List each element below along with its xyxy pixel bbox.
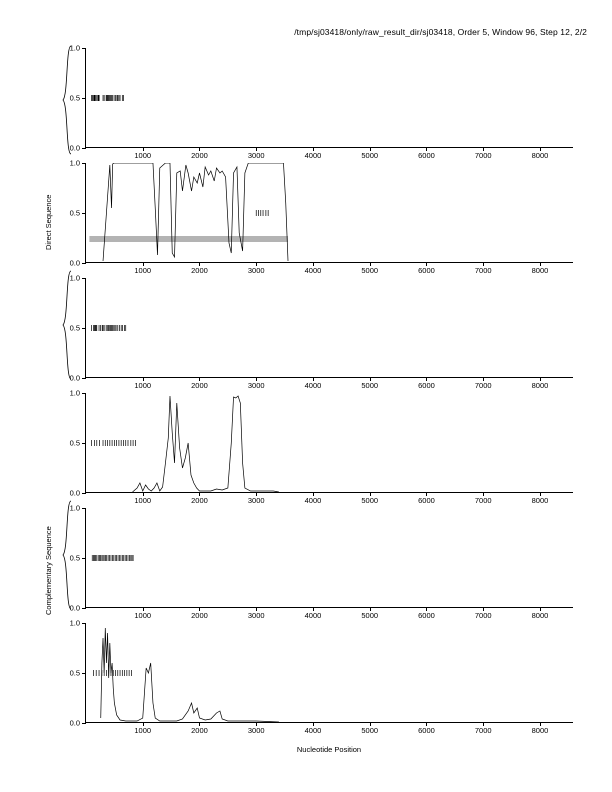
y-tick — [82, 493, 86, 494]
x-tick-label: 3000 — [247, 266, 265, 275]
y-tick-label: 0.5 — [69, 93, 80, 103]
profile-line — [103, 163, 288, 261]
x-tick-label: 7000 — [474, 611, 492, 620]
y-tick-label: 0.0 — [69, 258, 80, 268]
x-tick-label: 5000 — [361, 726, 379, 735]
x-tick-label: 8000 — [531, 726, 549, 735]
y-tick-label: 0.0 — [69, 373, 80, 383]
x-tick-label: 5000 — [361, 496, 379, 505]
x-tick-label: 5000 — [361, 611, 379, 620]
page-title: /tmp/sj03418/only/raw_result_dir/sj03418, Order 5, Window 96, Step 12, 2/2 — [294, 27, 587, 37]
x-tick-label: 1000 — [134, 381, 152, 390]
x-tick-label: 4000 — [304, 151, 322, 160]
group-label-direct: Direct Sequence — [44, 194, 53, 250]
y-tick-label: 1.0 — [69, 388, 80, 398]
x-tick-label: 2000 — [191, 611, 208, 620]
panel-plot-4 — [86, 393, 574, 493]
x-tick-label: 4000 — [304, 726, 322, 735]
x-tick-label: 3000 — [247, 496, 265, 505]
y-tick — [82, 608, 86, 609]
x-tick-label: 8000 — [531, 266, 549, 275]
x-tick-label: 6000 — [418, 266, 435, 275]
y-tick — [82, 148, 86, 149]
x-tick-label: 3000 — [247, 381, 265, 390]
chart-panel-5 — [69, 503, 573, 620]
x-tick-label: 5000 — [361, 266, 379, 275]
x-tick-label: 1000 — [134, 496, 152, 505]
y-tick-label: 0.0 — [69, 488, 80, 498]
panel-plot-3 — [86, 278, 574, 378]
x-tick-label: 4000 — [304, 611, 322, 620]
y-tick-label: 0.5 — [69, 553, 80, 563]
y-tick-label: 0.5 — [69, 668, 80, 678]
chart-panel-2 — [69, 158, 573, 275]
group-label-complementary: Complementary Sequence — [44, 526, 53, 615]
x-tick-label: 4000 — [304, 381, 322, 390]
x-tick-label: 1000 — [134, 266, 152, 275]
y-tick-label: 0.0 — [69, 603, 80, 613]
panel-plot-2 — [86, 163, 574, 263]
y-tick-label: 0.0 — [69, 143, 80, 153]
y-tick-label: 0.5 — [69, 438, 80, 448]
y-tick — [82, 263, 86, 264]
panel-plot-5 — [86, 508, 574, 608]
x-tick-label: 6000 — [418, 611, 435, 620]
x-tick-label: 7000 — [474, 266, 492, 275]
x-tick-label: 2000 — [191, 151, 208, 160]
x-tick-label: 1000 — [134, 611, 152, 620]
profile-line — [101, 628, 279, 722]
y-tick-label: 1.0 — [69, 158, 80, 168]
y-tick — [82, 378, 86, 379]
x-tick-label: 8000 — [531, 496, 549, 505]
y-tick-label: 0.0 — [69, 718, 80, 728]
chart-panel-6 — [69, 618, 573, 735]
x-tick-label: 5000 — [361, 151, 379, 160]
x-tick-label: 5000 — [361, 381, 379, 390]
y-tick — [82, 723, 86, 724]
x-tick-label: 3000 — [247, 726, 265, 735]
coverage-bar — [89, 236, 288, 242]
chart-panel-1 — [69, 43, 573, 160]
x-tick-label: 7000 — [474, 496, 492, 505]
x-tick-label: 6000 — [418, 381, 435, 390]
y-tick-label: 0.5 — [69, 323, 80, 333]
x-tick-label: 2000 — [191, 381, 208, 390]
panel-plot-6 — [86, 623, 574, 723]
y-tick-label: 1.0 — [69, 503, 80, 513]
x-tick-label: 1000 — [134, 151, 152, 160]
chart-panel-3 — [69, 273, 573, 390]
x-tick-label: 3000 — [247, 611, 265, 620]
x-tick-label: 7000 — [474, 726, 492, 735]
profile-line — [133, 396, 279, 492]
y-tick-label: 1.0 — [69, 618, 80, 628]
x-tick-label: 8000 — [531, 381, 549, 390]
x-tick-label: 8000 — [531, 151, 549, 160]
x-tick-label: 6000 — [418, 726, 435, 735]
x-tick-label: 4000 — [304, 496, 322, 505]
panel-plot-1 — [86, 48, 574, 148]
x-tick-label: 3000 — [247, 151, 265, 160]
x-tick-label: 2000 — [191, 266, 208, 275]
x-tick-label: 7000 — [474, 381, 492, 390]
x-axis-title: Nucleotide Position — [296, 745, 362, 754]
x-tick-label: 6000 — [418, 151, 435, 160]
x-tick-label: 7000 — [474, 151, 492, 160]
x-tick-label: 2000 — [191, 726, 208, 735]
chart-panel-4 — [69, 388, 573, 505]
x-tick-label: 6000 — [418, 496, 435, 505]
x-tick-label: 1000 — [134, 726, 152, 735]
y-tick-label: 1.0 — [69, 43, 80, 53]
x-tick-label: 2000 — [191, 496, 208, 505]
y-tick-label: 0.5 — [69, 208, 80, 218]
y-tick-label: 1.0 — [69, 273, 80, 283]
x-tick-label: 8000 — [531, 611, 549, 620]
x-tick-label: 4000 — [304, 266, 322, 275]
